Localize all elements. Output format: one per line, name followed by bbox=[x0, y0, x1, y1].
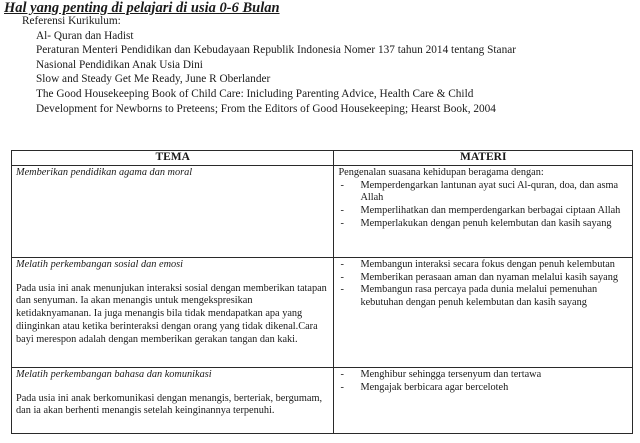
materi-cell bbox=[334, 258, 633, 368]
materi-cell bbox=[334, 166, 633, 258]
materi-list bbox=[338, 259, 628, 310]
materi-list bbox=[338, 369, 628, 394]
materi-item: - Memperlihatkan dan memperdengarkan berbagai ciptaan Allah bbox=[340, 205, 621, 217]
references-block bbox=[22, 14, 634, 116]
reference-item: Development for Newborns to Preteens; From the Editors of Good Housekeeping; Hearst Book, 2004 bbox=[36, 102, 496, 115]
reference-item: Nasional Pendidikan Anak Usia Dini bbox=[36, 58, 203, 71]
header-tema: TEMA bbox=[12, 151, 334, 166]
materi-item: - Membangun interaksi secara fokus dengan penuh kelembutan bbox=[340, 259, 615, 270]
reference-item: Al- Quran dan Hadist bbox=[36, 29, 134, 42]
references-heading: Referensi Kurikulum: bbox=[22, 15, 121, 27]
page-title: Hal yang penting di pelajari di usia 0-6 Bulan bbox=[4, 0, 280, 16]
tema-title: Melatih perkembangan bahasa dan komunikasi bbox=[16, 369, 212, 380]
tema-cell bbox=[12, 166, 334, 258]
materi-item: - Memperdengarkan lantunan ayat suci Al-quran, doa, dan asma Allah bbox=[340, 179, 619, 204]
materi-item: - Memberikan perasaan aman dan nyaman melalui kasih sayang bbox=[340, 271, 619, 283]
materi-item: - Memperlakukan dengan penuh kelembutan dan kasih sayang bbox=[340, 217, 612, 229]
tema-cell bbox=[12, 368, 334, 434]
reference-item: Slow and Steady Get Me Ready, June R Oberlander bbox=[36, 73, 271, 86]
tema-description: Pada usia ini anak menunjukan interaksi sosial dengan memberikan tatapan dan senyuman. Ia akan menangis untuk mengekspresikan ketidaknyamanan. Ia juga menangis bila tidak mendapatkan apa yang diinginkan atau ketika berinteraksi dengan orang yang tidak dikenal.Cara bayi merespon adalah dengan memberikan gerakan tangan dan kaki. bbox=[16, 282, 327, 345]
materi-intro: Pengenalan suasana kehidupan beragama dengan: bbox=[338, 167, 544, 178]
header-materi: MATERI bbox=[334, 151, 633, 166]
table-row bbox=[12, 258, 633, 368]
materi-list bbox=[338, 180, 628, 231]
materi-cell bbox=[334, 368, 633, 434]
materi-item: - Menghibur sehingga tersenyum dan tertawa bbox=[340, 369, 542, 380]
table-row bbox=[12, 368, 633, 434]
materi-item: - Mengajak berbicara agar berceloteh bbox=[340, 381, 509, 393]
reference-item: Peraturan Menteri Pendidikan dan Kebudayaan Republik Indonesia Nomer 137 tahun 2014 tentang Stanar bbox=[36, 44, 516, 57]
curriculum-table bbox=[11, 150, 633, 434]
table-row bbox=[12, 166, 633, 258]
tema-cell bbox=[12, 258, 334, 368]
materi-item: - Membangun rasa percaya pada dunia melalui pemenuhan kebutuhan dengan penuh kelembutan dan kasih sayang bbox=[340, 284, 598, 309]
reference-item: The Good Housekeeping Book of Child Care: Inicluding Parenting Advice, Health Care & Child bbox=[36, 87, 474, 100]
tema-description: Pada usia ini anak berkomunikasi dengan menangis, berteriak, bergumam, dan ia akan berhenti menangis setelah keinginannya terpenuhi. bbox=[16, 392, 323, 417]
tema-title: Memberikan pendidikan agama dan moral bbox=[16, 167, 193, 178]
table-header-row bbox=[12, 151, 633, 166]
tema-title: Melatih perkembangan sosial dan emosi bbox=[16, 259, 184, 270]
